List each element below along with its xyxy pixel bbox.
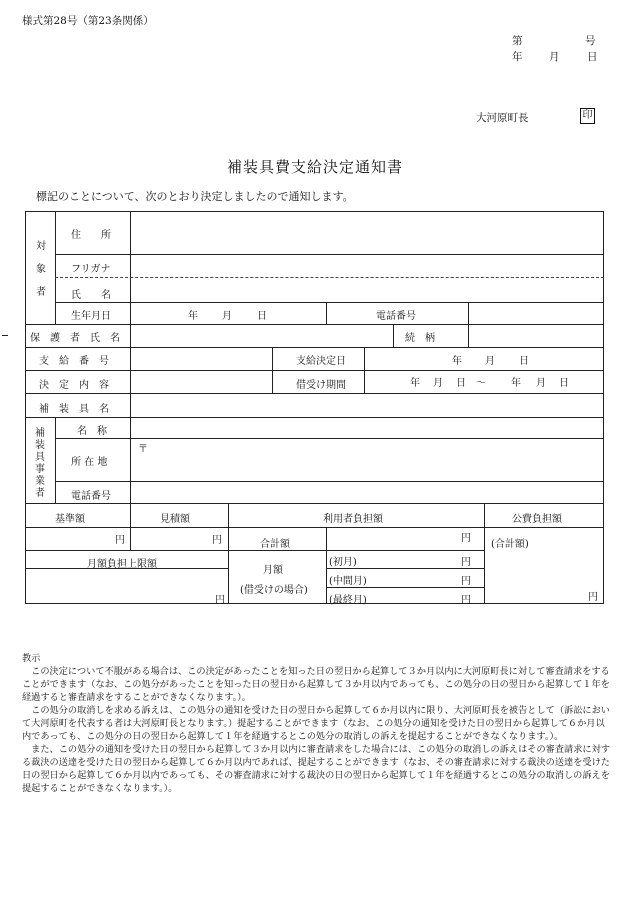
standard-yen: 円 <box>115 535 125 546</box>
postal-mark: 〒 <box>138 444 148 455</box>
relationship-label: 続 柄 <box>405 333 435 344</box>
birth-year: 年 <box>188 311 198 322</box>
rental-start-month: 月 <box>433 378 443 389</box>
subject-label-2: 象 <box>36 264 46 275</box>
user-burden-label: 利用者負担額 <box>323 514 383 525</box>
monthly-cap-label: 月額負担上限額 <box>87 559 157 570</box>
number-dai: 第 <box>512 35 523 47</box>
biz-location-label: 所 在 地 <box>71 457 108 468</box>
biz-label-6: 者 <box>35 488 45 499</box>
public-burden-label: 公費負担額 <box>512 514 562 525</box>
device-name-label: 補 装 具 名 <box>39 404 109 415</box>
seal-stamp: 印 <box>580 108 595 124</box>
form-number: 様式第28号（第23条関係） <box>22 15 154 27</box>
instructions-paragraph-2: この処分の取消しを求める訴えは、この処分の通知を受けた日の翌日から起算して６か月以内に限り、大河原町長を被告として（訴訟において大河原町を代表する者は大河原町長となります。）提起することができます（なお、この処分の通知を受けた日の翌日から起算して６か月以内であっても、この処分の日の翌日から起算して１年を経過するとこの処分の取消しの訴えを提起することができなくなります。）。 <box>22 705 610 742</box>
instructions-section <box>22 652 610 795</box>
name-label: 氏 名 <box>71 290 111 301</box>
first-month-label: (初月) <box>329 557 357 568</box>
document-title: 補装具費支給決定通知書 <box>226 158 403 176</box>
estimate-yen: 円 <box>212 535 222 546</box>
issuer-name: 大河原町長 <box>476 112 529 124</box>
total-amount-label: 合計額 <box>260 539 290 550</box>
monthly-cap-yen: 円 <box>215 595 225 606</box>
biz-name-label: 名 称 <box>77 426 107 437</box>
first-month-yen: 円 <box>461 557 471 568</box>
biz-label-2: 装 <box>35 440 45 451</box>
date-year: 年 <box>512 51 523 63</box>
intro-text: 標記のことについて、次のとおり決定しましたので通知します。 <box>36 190 354 203</box>
rental-case-label: (借受けの場合) <box>240 585 308 596</box>
biz-label-1: 補 <box>35 428 45 439</box>
last-month-label: (最終月) <box>329 595 367 606</box>
phone-label: 電話番号 <box>376 311 416 322</box>
decision-date-year: 年 <box>452 356 462 367</box>
subject-label-3: 者 <box>36 287 46 298</box>
instructions-heading: 教示 <box>22 653 41 664</box>
instructions-paragraph-3: また、この処分の通知を受けた日の翌日から起算して３か月以内に審査請求をした場合には、この処分の取消しの訴えはその審査請求に対する裁決の送達を受けた日の翌日から起算して６か月以内であれば、提起することができます（なお、その審査請求に対する裁決の送達を受けた日の翌日から起算して６か月以内であっても、その審査請求に対する裁決の日の翌日から起算して１年を経過するとこの処分の取消しの訴えを提起することができなくなります。）。 <box>22 744 610 794</box>
guardian-name-label: 保 護 者 氏 名 <box>30 333 120 344</box>
date-day: 日 <box>587 51 598 63</box>
total-yen: 円 <box>461 533 471 544</box>
public-total-label: (合計額) <box>491 539 529 550</box>
payment-number-label: 支 給 番 号 <box>39 356 109 367</box>
middle-month-label: (中間月) <box>329 576 367 587</box>
biz-phone-label: 電話番号 <box>71 491 111 502</box>
public-burden-yen: 円 <box>588 592 598 603</box>
instructions-paragraph-1: この決定について不服がある場合は、この決定があったことを知った日の翌日から起算して３か月以内に大河原町長に対して審査請求をすることができます（なお、この処分があったことを知った日の翌日から起算して３か月以内であっても、この処分の日の翌日から起算して１年を経過すると審査請求をすることができなくなります。）。 <box>22 666 610 703</box>
date-month: 月 <box>549 51 560 63</box>
decision-date-month: 月 <box>485 356 495 367</box>
birth-month: 月 <box>222 311 232 322</box>
middle-month-yen: 円 <box>461 576 471 587</box>
margin-mark <box>2 335 8 336</box>
rental-start-day: 日 ～ <box>456 378 486 389</box>
decision-content-label: 決 定 内 容 <box>39 380 109 391</box>
rental-end-year: 年 <box>511 378 521 389</box>
birth-day: 日 <box>257 311 267 322</box>
last-month-yen: 円 <box>461 595 471 606</box>
rental-end-month: 月 <box>536 378 546 389</box>
biz-label-3: 具 <box>35 452 45 463</box>
biz-label-5: 業 <box>35 476 45 487</box>
biz-label-4: 事 <box>35 464 45 475</box>
rental-period-label: 借受け期間 <box>296 380 346 391</box>
birthdate-label: 生年月日 <box>71 311 111 322</box>
number-go: 号 <box>585 35 596 47</box>
furigana-label: フリガナ <box>71 264 111 275</box>
standard-amount-label: 基準額 <box>55 514 85 525</box>
decision-date-label: 支給決定日 <box>296 356 346 367</box>
monthly-amount-label: 月額 <box>263 565 283 576</box>
subject-label-1: 対 <box>36 241 46 252</box>
decision-date-day: 日 <box>519 356 529 367</box>
address-label: 住 所 <box>71 230 111 241</box>
estimate-amount-label: 見積額 <box>160 514 190 525</box>
rental-end-day: 日 <box>559 378 569 389</box>
rental-start-year: 年 <box>410 378 420 389</box>
